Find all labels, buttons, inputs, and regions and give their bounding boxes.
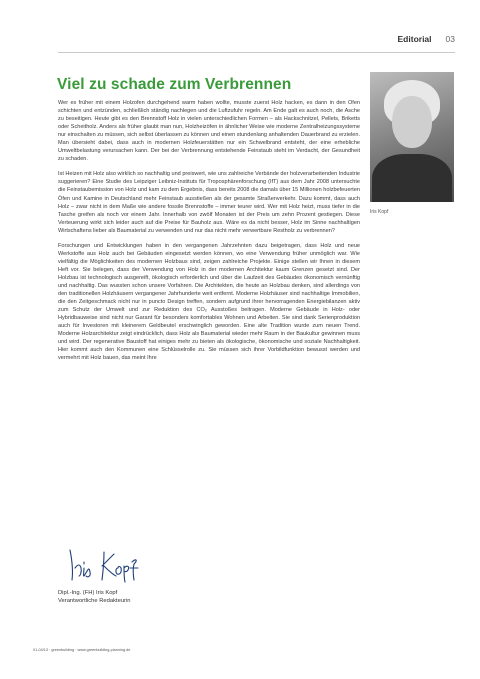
- author-name: Dipl.-Ing. (FH) Iris Kopf: [58, 590, 118, 596]
- handwritten-signature: [66, 546, 146, 586]
- author-photo: [370, 72, 454, 202]
- page-number: 03: [445, 34, 455, 44]
- footer-text: 01-04/13 · greenbuilding · www.greenbuilding-planning.de: [33, 648, 131, 652]
- body-paragraph-2: Ist Heizen mit Holz also wirklich so nachhaltig und preiswert, wie uns zahlreiche Verbände der holzverarbeitenden Industrie suggerieren? Eine Studie des Leipziger Leibniz-Instituts für Troposphärenforschung (IfT) aus dem Jahr 2008 untersuchte die Feinstaubemission von Holz und kam zu dem Ergebnis, dass bereits 2008 die damals über 15 Millionen holzbefeuerten Öfen und Kamine in Deutschland mehr Feinstaub ausstießen als der gesamte Straßenverkehr. Dazu kommt, dass auch Holz – zwar nicht in dem Maße wie andere fossile Brennstoffe – immer teurer wird. Wer mit Holz heizt, muss tiefer in die Tasche greifen als noch vor einem Jahr. Innerhalb von zwölf Monaten ist der Preis um zehn Prozent gestiegen. Diese Verteuerung wirkt sich leider auch auf die Preise für Bauholz aus. Wäre es da nicht besser, Holz im Sinne nachhaltigen Wirtschaftens lieber als Baumaterial zu verwenden und nur das nicht mehr verwertbare Restholz zu verbrennen?: [58, 171, 360, 234]
- page-header: [58, 34, 455, 48]
- section-label: Editorial: [397, 34, 432, 44]
- editorial-body: [58, 99, 360, 369]
- author-role: Verantwortliche Redakteurin: [58, 598, 131, 604]
- body-paragraph-1: Wer es früher mit einem Holzofen durchgehend warm haben wollte, musste zuerst Holz hacken, es dann in den Ofen schichten und entzünden, schließlich ständig nachlegen und die Luftzufuhr regeln. Am Ende galt es auch noch, die Asche zu beseitigen. Heute gibt es den Brennstoff Holz in vielen unterschiedlichen Formen – als Hackschnitzel, Pellets, Briketts oder Scheitholz. Anders als früher glaubt man nun, Holzheizöfen in ähnlicher Weise wie moderne Zentralheizungssysteme nur einschalten zu müssen, sich selbst überlassen zu können und einen stundenlang anhaltenden Dauerbrand zu erzielen. Man übersieht dabei, dass auch in modernen Holzfeuerstätten nur ein Schwelbrand entsteht, der eine erhebliche Umweltbelastung verursachen kann. Der bei der Verbrennung entstehende Feinstaub steht im Verdacht, der Gesundheit zu schaden.: [58, 100, 360, 163]
- editorial-title: Viel zu schade zum Verbrennen: [57, 76, 292, 93]
- body-paragraph-3: Forschungen und Entwicklungen haben in den vergangenen Jahrzehnten dazu beigetragen, dass Holz und neue Werkstoffe aus Holz auch bei Gebäuden eingesetzt werden können, wo eine Verwendung früher unmöglich war. Wie vielfältig die Möglichkeiten des modernen Holzbaus sind, zeigen zahlreiche Projekte. Einige stellen wir Ihnen in diesem Heft vor. Sie belegen, dass der Verwendung von Holz in der modernen Architektur kaum Grenzen gesetzt sind. Der Holzbau ist technologisch ausgereift, ökologisch erforderlich und über die Laufzeit des Gebäudes ökonomisch vernünftig und nachhaltig. Das wussten schon unsere Vorfahren. Die Architekten, die heute an Holzbau denken, sind allerdings von den traditionellen Holzhäusern vergangener Jahrhunderte weit entfernt. Moderne Holzhäuser sind nachhaltige Immobilien, die den Zeitgeschmack nicht nur in puncto Design treffen, sondern aufgrund ihrer hervorragenden Energiebilanzen aktiv zum Schutz der Umwelt und zur Reduktion des CO₂ Ausstoßes beitragen. Moderne Gebäude in Holz- oder Hybridbauweise sind nicht nur Garant für besonders komfortables Wohnen und Arbeiten. Sie sind dank Serienproduktion auch für Investoren mit kleinerem Geldbeutel erschwinglich geworden. Eine alte Tradition wurde zum neuen Trend. Moderne Holzarchitektur zeigt eindrücklich, dass Holz als Baumaterial wieder mehr Raum in der Baukultur gewinnen muss und wird. Der regenerative Baustoff hat einiges mehr zu bieten als ökologische, ökonomische und soziale Nachhaltigkeit. Hier kommt auch den Kommunen eine Schlüsselrolle zu. Sie müssen sich ihrer Vorbildfunktion bewusst werden und vermehrt mit Holz bauen, das meint Ihre: [58, 242, 360, 362]
- photo-caption: Iris Kopf: [370, 209, 389, 215]
- header-rule: [58, 52, 455, 53]
